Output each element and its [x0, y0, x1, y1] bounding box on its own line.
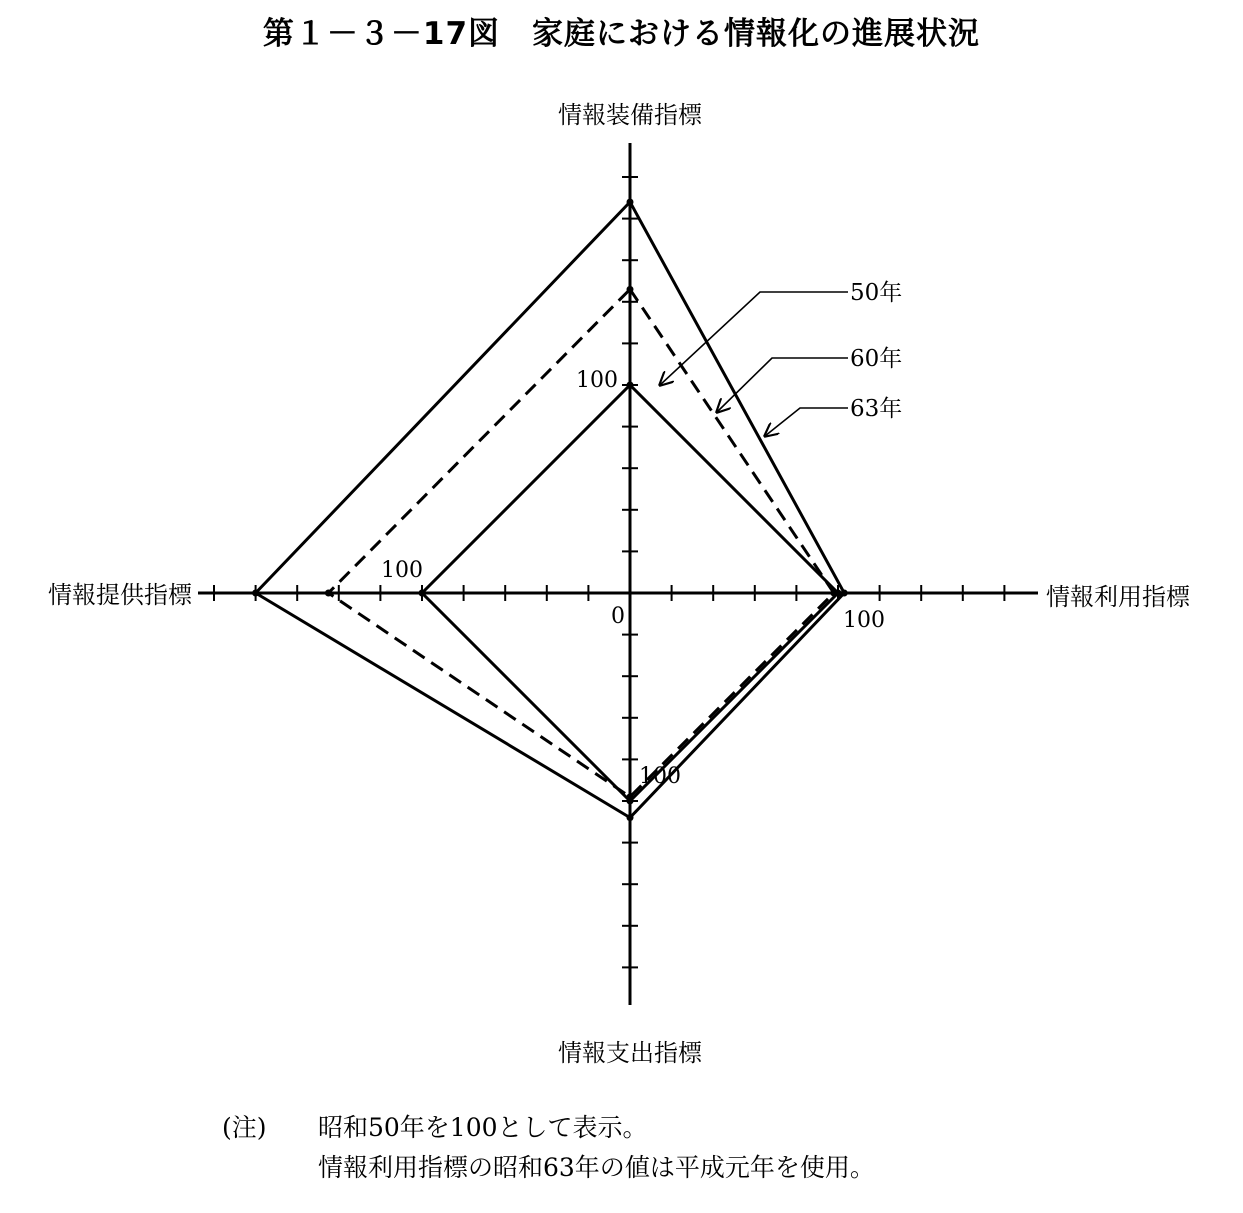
tick-label-top: 100 [576, 368, 618, 393]
axis-labels [48, 101, 1191, 1067]
data-point [627, 382, 634, 389]
axis-label-top: 情報装備指標 [558, 101, 702, 129]
tick-label-right: 100 [843, 608, 885, 633]
legend [660, 280, 902, 436]
chart-title: 第１－３－17図 家庭における情報化の進展状況 [262, 16, 981, 52]
tick-label-bottom: 100 [639, 764, 681, 789]
data-point [252, 590, 259, 597]
data-point [627, 814, 634, 821]
axis-label-bottom: 情報支出指標 [558, 1039, 702, 1067]
series-lines [252, 198, 848, 821]
footnote [222, 1108, 875, 1188]
tick-label-left: 100 [381, 558, 423, 583]
note-prefix: (注) [222, 1113, 267, 1142]
series-2-polygon [328, 289, 833, 797]
note-line-1: 昭和50年を100として表示。 [318, 1113, 648, 1142]
axis-label-right: 情報利用指標 [1046, 583, 1190, 611]
note-line-2: 情報利用指標の昭和63年の値は平成元年を使用。 [318, 1153, 875, 1182]
data-point [419, 590, 426, 597]
legend-leader-2 [717, 358, 848, 412]
legend-label-3: 63年 [850, 396, 903, 422]
axis-label-left: 情報提供指標 [48, 581, 192, 609]
legend-label-1: 50年 [850, 280, 903, 306]
data-point [325, 590, 332, 597]
data-point [841, 590, 848, 597]
tick-label-origin: 0 [611, 604, 625, 629]
data-point [627, 286, 634, 293]
axes [198, 143, 1038, 1005]
legend-leader-3 [765, 408, 848, 436]
data-point [830, 590, 837, 597]
data-point [627, 793, 634, 800]
data-point [627, 198, 634, 205]
legend-label-2: 60年 [850, 346, 903, 372]
